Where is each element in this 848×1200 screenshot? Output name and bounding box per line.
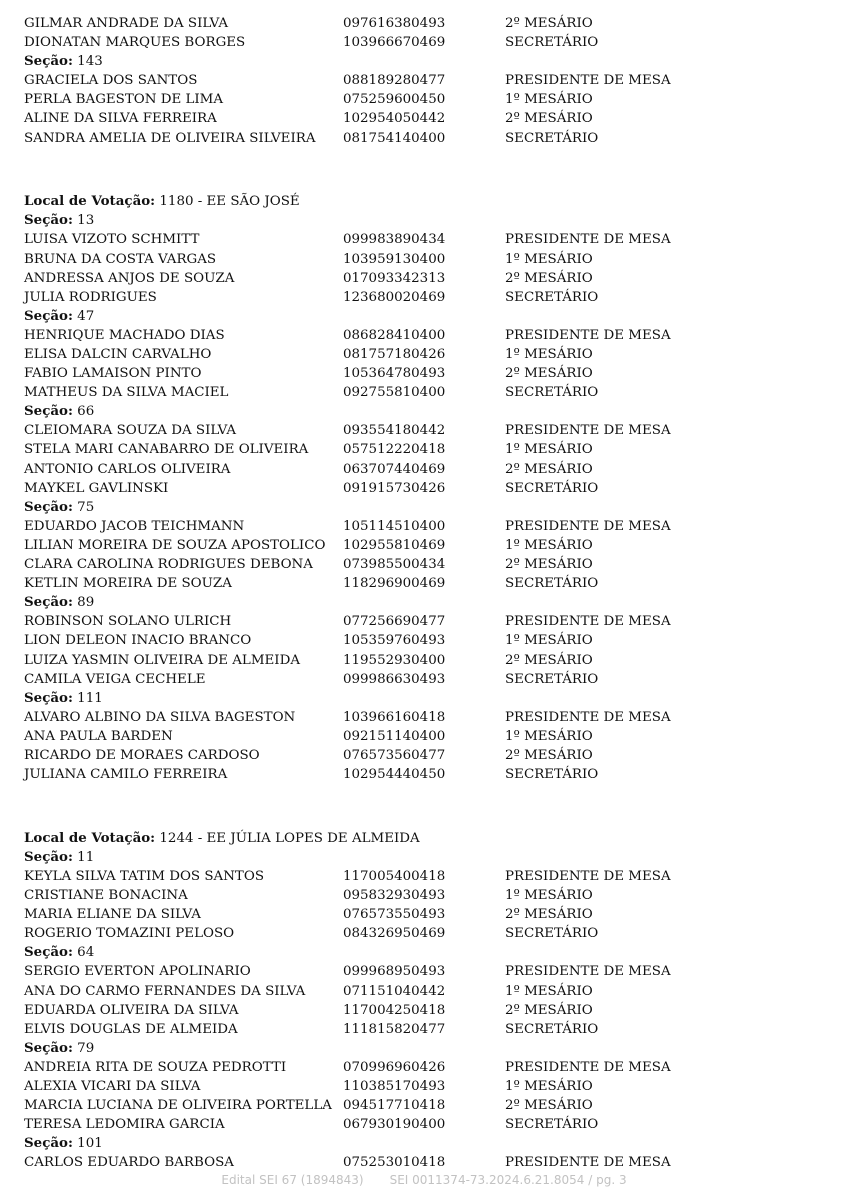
member-registration: 092151140400 [343, 728, 446, 744]
section-heading [24, 211, 824, 230]
section-number: 101 [77, 1136, 103, 1152]
member-registration: 102954050442 [343, 111, 446, 127]
member-row [24, 1077, 824, 1096]
member-role: SECRETÁRIO [505, 671, 599, 687]
member-name: CAMILA VEIGA CECHELE [24, 671, 206, 687]
member-registration: 123680020469 [343, 289, 446, 305]
member-registration: 117005400418 [343, 868, 446, 884]
member-role: PRESIDENTE DE MESA [505, 73, 671, 89]
member-row [24, 651, 824, 670]
member-role: 2º MESÁRIO [505, 1002, 593, 1018]
member-registration: 017093342313 [343, 270, 446, 286]
member-role: PRESIDENTE DE MESA [505, 232, 671, 248]
member-role: PRESIDENTE DE MESA [505, 964, 671, 980]
member-role: 1º MESÁRIO [505, 1078, 593, 1094]
member-role: PRESIDENTE DE MESA [505, 868, 671, 884]
member-name: DIONATAN MARQUES BORGES [24, 35, 246, 51]
member-registration: 084326950469 [343, 926, 446, 942]
section-number: 47 [77, 308, 95, 324]
member-role: 2º MESÁRIO [505, 111, 593, 127]
member-registration: 118296900469 [343, 576, 446, 592]
member-registration: 099983890434 [343, 232, 446, 248]
member-name: CLEIOMARA SOUZA DA SILVA [24, 423, 237, 439]
member-name: ROGERIO TOMAZINI PELOSO [24, 926, 235, 942]
member-name: LUIZA YASMIN OLIVEIRA DE ALMEIDA [24, 652, 300, 668]
member-name: BRUNA DA COSTA VARGAS [24, 251, 217, 267]
section-label: Seção: [24, 944, 73, 961]
member-row [24, 288, 824, 307]
section-label: Seção: [24, 1135, 73, 1152]
section-label: Seção: [24, 498, 73, 515]
member-row [24, 326, 824, 345]
member-role: SECRETÁRIO [505, 480, 599, 496]
member-name: GILMAR ANDRADE DA SILVA [24, 16, 229, 31]
member-registration: 117004250418 [343, 1002, 446, 1018]
section-number: 79 [77, 1040, 95, 1056]
member-role: 1º MESÁRIO [505, 442, 593, 458]
member-name: ANTONIO CARLOS OLIVEIRA [24, 461, 231, 477]
member-row [24, 109, 824, 128]
member-name: SERGIO EVERTON APOLINARIO [24, 964, 251, 980]
member-registration: 103966670469 [343, 35, 446, 51]
member-registration: 076573560477 [343, 747, 446, 763]
member-registration: 105114510400 [343, 518, 446, 534]
voting-location-heading [24, 192, 824, 211]
member-role: PRESIDENTE DE MESA [505, 709, 671, 725]
member-registration: 091915730426 [343, 480, 446, 496]
member-role: 1º MESÁRIO [505, 92, 593, 108]
member-role: PRESIDENTE DE MESA [505, 1059, 671, 1075]
member-name: MARIA ELIANE DA SILVA [24, 907, 201, 923]
member-registration: 105364780493 [343, 366, 446, 382]
member-name: ALVARO ALBINO DA SILVA BAGESTON [24, 709, 296, 725]
member-row [24, 71, 824, 90]
member-row [24, 14, 824, 33]
member-name: CRISTIANE BONACINA [24, 888, 188, 904]
member-name: LION DELEON INACIO BRANCO [24, 633, 252, 649]
member-registration: 094517710418 [343, 1098, 446, 1114]
member-registration: 110385170493 [343, 1078, 446, 1094]
member-role: 1º MESÁRIO [505, 347, 593, 362]
section-heading [24, 498, 824, 517]
page-footer [0, 1173, 848, 1187]
voting-location-label: Local de Votação: [24, 829, 156, 846]
member-name: LUISA VIZOTO SCHMITT [24, 232, 200, 248]
member-row [24, 383, 824, 402]
member-name: GRACIELA DOS SANTOS [24, 73, 198, 89]
section-number: 143 [77, 54, 103, 70]
member-row [24, 33, 824, 52]
member-role: SECRETÁRIO [505, 35, 599, 51]
member-row [24, 746, 824, 765]
member-role: 2º MESÁRIO [505, 907, 593, 923]
voting-location-label: Local de Votação: [24, 193, 156, 210]
section-heading [24, 593, 824, 612]
section-label: Seção: [24, 212, 73, 229]
section-label: Seção: [24, 53, 73, 70]
member-role: SECRETÁRIO [505, 926, 599, 942]
member-role: PRESIDENTE DE MESA [505, 614, 671, 630]
member-role: 2º MESÁRIO [505, 557, 593, 573]
member-role: 2º MESÁRIO [505, 16, 593, 31]
member-row [24, 269, 824, 288]
member-name: ALEXIA VICARI DA SILVA [24, 1078, 201, 1094]
member-row [24, 670, 824, 689]
member-registration: 073985500434 [343, 557, 446, 573]
member-registration: 099986630493 [343, 671, 446, 687]
member-registration: 063707440469 [343, 461, 446, 477]
member-name: ELISA DALCIN CARVALHO [24, 347, 212, 362]
member-row [24, 1058, 824, 1077]
voting-location-value: 1180 - EE SÃO JOSÉ [159, 194, 300, 210]
member-registration: 070996960426 [343, 1059, 446, 1075]
section-heading [24, 307, 824, 326]
member-row [24, 1001, 824, 1020]
section-spacer [24, 784, 824, 829]
member-name: CLARA CAROLINA RODRIGUES DEBONA [24, 557, 313, 573]
member-registration: 067930190400 [343, 1117, 446, 1133]
member-name: STELA MARI CANABARRO DE OLIVEIRA [24, 442, 309, 458]
member-name: LILIAN MOREIRA DE SOUZA APOSTOLICO [24, 537, 326, 553]
member-registration: 071151040442 [343, 983, 446, 999]
section-number: 89 [77, 595, 95, 611]
member-row [24, 574, 824, 593]
member-row [24, 440, 824, 459]
section-spacer [24, 148, 824, 193]
member-row [24, 479, 824, 498]
voting-location-heading [24, 829, 824, 848]
member-role: SECRETÁRIO [505, 289, 599, 305]
member-name: CARLOS EDUARDO BARBOSA [24, 1155, 234, 1171]
member-name: EDUARDA OLIVEIRA DA SILVA [24, 1002, 239, 1018]
member-row [24, 90, 824, 109]
member-registration: 111815820477 [343, 1021, 446, 1037]
member-name: ANDRESSA ANJOS DE SOUZA [24, 270, 235, 286]
member-row [24, 924, 824, 943]
section-label: Seção: [24, 848, 73, 865]
member-role: SECRETÁRIO [505, 385, 599, 401]
member-row [24, 1153, 824, 1172]
member-registration: 099968950493 [343, 964, 446, 980]
member-role: SECRETÁRIO [505, 576, 599, 592]
footer-sei-ref: SEI 0011374-73.2024.6.21.8054 / pg. 3 [389, 1173, 627, 1187]
member-name: ELVIS DOUGLAS DE ALMEIDA [24, 1021, 238, 1037]
member-row [24, 1020, 824, 1039]
member-registration: 095832930493 [343, 888, 446, 904]
member-registration: 097616380493 [343, 16, 446, 31]
member-role: 2º MESÁRIO [505, 1098, 593, 1114]
member-role: 1º MESÁRIO [505, 728, 593, 744]
member-row [24, 129, 824, 148]
member-role: 1º MESÁRIO [505, 633, 593, 649]
section-number: 75 [77, 499, 95, 515]
member-registration: 102954440450 [343, 767, 446, 783]
member-role: 1º MESÁRIO [505, 888, 593, 904]
member-registration: 081754140400 [343, 130, 446, 146]
member-row [24, 364, 824, 383]
voting-location-value: 1244 - EE JÚLIA LOPES DE ALMEIDA [159, 830, 420, 846]
member-name: JULIA RODRIGUES [24, 289, 157, 305]
member-role: 2º MESÁRIO [505, 366, 593, 382]
member-registration: 092755810400 [343, 385, 446, 401]
member-name: MARCIA LUCIANA DE OLIVEIRA PORTELLA [24, 1098, 332, 1114]
section-label: Seção: [24, 594, 73, 611]
member-registration: 088189280477 [343, 73, 446, 89]
section-heading [24, 1134, 824, 1153]
document-body [24, 14, 824, 1172]
member-registration: 105359760493 [343, 633, 446, 649]
member-row [24, 886, 824, 905]
member-row [24, 727, 824, 746]
section-number: 66 [77, 404, 95, 420]
member-role: 1º MESÁRIO [505, 983, 593, 999]
member-name: ANA DO CARMO FERNANDES DA SILVA [24, 983, 306, 999]
member-registration: 102955810469 [343, 537, 446, 553]
member-row [24, 1096, 824, 1115]
member-role: PRESIDENTE DE MESA [505, 518, 671, 534]
member-registration: 075253010418 [343, 1155, 446, 1171]
member-role: 2º MESÁRIO [505, 652, 593, 668]
footer-edital-ref: Edital SEI 67 (1894843) [221, 1173, 364, 1187]
member-role: PRESIDENTE DE MESA [505, 327, 671, 343]
member-row [24, 765, 824, 784]
member-registration: 086828410400 [343, 327, 446, 343]
member-name: KETLIN MOREIRA DE SOUZA [24, 576, 232, 592]
section-number: 111 [77, 690, 103, 706]
section-label: Seção: [24, 403, 73, 420]
member-row [24, 345, 824, 364]
member-row [24, 867, 824, 886]
member-row [24, 982, 824, 1001]
member-registration: 057512220418 [343, 442, 446, 458]
member-row [24, 250, 824, 269]
section-heading [24, 689, 824, 708]
member-row [24, 708, 824, 727]
member-role: 1º MESÁRIO [505, 537, 593, 553]
member-name: EDUARDO JACOB TEICHMANN [24, 518, 245, 534]
section-heading [24, 848, 824, 867]
member-name: SANDRA AMELIA DE OLIVEIRA SILVEIRA [24, 130, 316, 146]
member-registration: 076573550493 [343, 907, 446, 923]
member-name: KEYLA SILVA TATIM DOS SANTOS [24, 868, 265, 884]
member-name: ROBINSON SOLANO ULRICH [24, 614, 232, 630]
member-name: ANDREIA RITA DE SOUZA PEDROTTI [24, 1059, 287, 1075]
member-row [24, 962, 824, 981]
member-name: JULIANA CAMILO FERREIRA [24, 767, 228, 783]
member-name: MAYKEL GAVLINSKI [24, 480, 169, 496]
section-heading [24, 1039, 824, 1058]
section-heading [24, 52, 824, 71]
member-row [24, 421, 824, 440]
member-row [24, 230, 824, 249]
member-name: HENRIQUE MACHADO DIAS [24, 327, 225, 343]
section-label: Seção: [24, 1039, 73, 1056]
member-registration: 103966160418 [343, 709, 446, 725]
member-row [24, 1115, 824, 1134]
section-number: 13 [77, 213, 95, 229]
member-role: SECRETÁRIO [505, 130, 599, 146]
member-registration: 119552930400 [343, 652, 446, 668]
member-row [24, 517, 824, 536]
member-role: 1º MESÁRIO [505, 251, 593, 267]
member-name: TERESA LEDOMIRA GARCIA [24, 1117, 225, 1133]
member-name: FABIO LAMAISON PINTO [24, 366, 202, 382]
member-registration: 075259600450 [343, 92, 446, 108]
member-registration: 093554180442 [343, 423, 446, 439]
section-number: 11 [77, 849, 95, 865]
section-heading [24, 943, 824, 962]
section-number: 64 [77, 945, 95, 961]
member-role: SECRETÁRIO [505, 1117, 599, 1133]
member-registration: 077256690477 [343, 614, 446, 630]
member-name: ALINE DA SILVA FERREIRA [24, 111, 217, 127]
member-row [24, 905, 824, 924]
member-name: PERLA BAGESTON DE LIMA [24, 92, 224, 108]
member-row [24, 631, 824, 650]
section-label: Seção: [24, 689, 73, 706]
member-name: RICARDO DE MORAES CARDOSO [24, 747, 260, 763]
member-role: PRESIDENTE DE MESA [505, 1155, 671, 1171]
member-role: SECRETÁRIO [505, 767, 599, 783]
section-heading [24, 402, 824, 421]
member-name: MATHEUS DA SILVA MACIEL [24, 385, 229, 401]
member-row [24, 536, 824, 555]
member-role: 2º MESÁRIO [505, 747, 593, 763]
member-name: ANA PAULA BARDEN [24, 728, 173, 744]
member-row [24, 612, 824, 631]
member-row [24, 460, 824, 479]
member-row [24, 555, 824, 574]
section-label: Seção: [24, 307, 73, 324]
member-role: 2º MESÁRIO [505, 461, 593, 477]
member-registration: 103959130400 [343, 251, 446, 267]
member-role: PRESIDENTE DE MESA [505, 423, 671, 439]
member-registration: 081757180426 [343, 347, 446, 362]
member-role: SECRETÁRIO [505, 1021, 599, 1037]
member-role: 2º MESÁRIO [505, 270, 593, 286]
